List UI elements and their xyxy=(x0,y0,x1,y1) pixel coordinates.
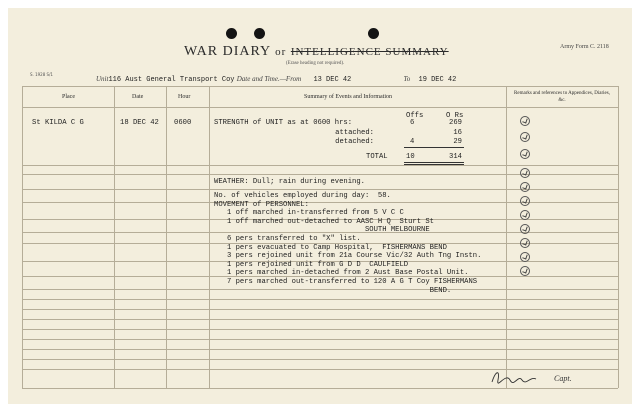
title-main: WAR DIARY xyxy=(184,44,271,59)
column-divider xyxy=(506,86,507,388)
entry-place: St KILDA C G xyxy=(32,119,84,127)
punch-hole xyxy=(226,28,237,39)
footer-left: AUSTRALIAN WAR MEMORIAL xyxy=(2,407,133,417)
column-divider xyxy=(618,86,619,388)
column-divider xyxy=(209,86,210,388)
punch-hole xyxy=(254,28,265,39)
header-bottom-rule xyxy=(22,107,618,108)
footer-right: AWM2021.62.727 xyxy=(564,407,636,417)
total-offs: 10 xyxy=(406,153,415,161)
check-mark-icon xyxy=(520,210,530,220)
col-header-hour: Hour xyxy=(178,94,191,100)
summary-line: WEATHER: Dull; rain during evening. xyxy=(214,178,365,186)
summary-line: 1 off marched out-detached to AASC H Q Sturt St xyxy=(214,217,434,226)
summary-line: 3 pers rejoined unit from 21a Course Vic/32 Auth Tng Instn. xyxy=(214,252,482,261)
summary-line: 1 pers evacuated to Camp Hospital, FISHERMANS BEND xyxy=(214,243,447,252)
form-title xyxy=(184,44,449,60)
strength-label: STRENGTH of UNIT as at 0600 hrs: xyxy=(214,119,353,127)
signature-rank: Capt. xyxy=(554,374,572,383)
strength-row-ors: 16 xyxy=(453,129,462,137)
summary-line: 1 pers marched in-detached from 2 Aust Base Postal Unit. xyxy=(214,269,469,278)
summary-line: 6 pers transferred to "X" list. xyxy=(214,235,361,243)
title-struck: INTELLIGENCE SUMMARY xyxy=(290,46,449,58)
unit-label: Unit xyxy=(96,75,109,83)
ors-header: O Rs xyxy=(446,112,464,120)
strength-row-ors: 269 xyxy=(449,119,462,127)
column-divider xyxy=(114,86,115,388)
date-to: 19 DEC 42 xyxy=(418,76,457,84)
strength-row-offs: 6 xyxy=(410,119,415,127)
summary-line: 1 pers rejoined unit from G D D CAULFIELD xyxy=(214,260,409,269)
total-underline xyxy=(404,164,464,165)
summary-line: MOVEMENT of PERSONNEL: xyxy=(214,200,309,209)
check-mark-icon xyxy=(520,238,530,248)
ruled-line xyxy=(22,388,618,389)
column-divider xyxy=(22,86,23,388)
col-header-remarks: Remarks and references to Appendices, Diaries, &c. xyxy=(514,91,610,103)
check-mark-icon xyxy=(520,266,530,276)
strength-row-label: detached: xyxy=(335,138,374,146)
ruled-line xyxy=(22,349,618,350)
check-mark-icon xyxy=(520,149,530,159)
summary-line: 1 off marched in-transferred from 5 V C C xyxy=(214,209,404,218)
check-mark-icon xyxy=(520,224,530,234)
diary-sheet xyxy=(8,8,632,404)
ruled-line xyxy=(22,319,618,320)
signature-scribble xyxy=(488,368,548,388)
ruled-line xyxy=(22,329,618,330)
ruled-line xyxy=(22,165,618,166)
to-label: To xyxy=(403,75,411,83)
offs-header: Offs xyxy=(406,112,424,120)
small-code: S. 1928 S/1 xyxy=(30,72,53,77)
total-label: TOTAL xyxy=(366,153,388,161)
strength-row-offs: 4 xyxy=(410,138,415,146)
ruled-line xyxy=(22,299,618,300)
check-mark-icon xyxy=(520,116,530,126)
column-divider xyxy=(166,86,167,388)
total-ors: 314 xyxy=(449,153,462,161)
ruled-line xyxy=(22,309,618,310)
check-mark-icon xyxy=(520,182,530,192)
strength-row-ors: 29 xyxy=(453,138,462,146)
title-or: or xyxy=(275,46,287,58)
check-mark-icon xyxy=(520,168,530,178)
col-header-date: Date xyxy=(132,94,144,100)
entry-date: 18 DEC 42 xyxy=(120,119,159,127)
total-underline xyxy=(404,162,464,163)
date-from: 13 DEC 42 xyxy=(313,76,352,84)
unit-row xyxy=(96,75,456,84)
table-top-rule xyxy=(22,86,618,87)
unit-value: 116 Aust General Transport Coy xyxy=(108,76,235,84)
check-mark-icon xyxy=(520,252,530,262)
summary-line: BEND. xyxy=(214,286,452,295)
check-mark-icon xyxy=(520,132,530,142)
total-rule xyxy=(404,147,464,148)
summary-line: SOUTH MELBOURNE xyxy=(214,226,430,235)
entry-hour: 0600 xyxy=(174,119,192,127)
strength-row-label: attached: xyxy=(335,129,374,137)
summary-line: 7 pers marched out-transferred to 120 A G T Coy FISHERMANS xyxy=(214,278,478,286)
date-label: Date and Time.—From xyxy=(236,75,302,83)
col-header-summary: Summary of Events and Information xyxy=(304,94,392,100)
ruled-line xyxy=(22,339,618,340)
punch-hole xyxy=(368,28,379,39)
erase-note: (Erase heading not required). xyxy=(286,61,345,66)
army-form: Army Form C. 2118 xyxy=(560,44,609,50)
summary-line: No. of vehicles employed during day: 58. xyxy=(214,192,391,200)
col-header-place: Place xyxy=(62,94,75,100)
ruled-line xyxy=(22,359,618,360)
check-mark-icon xyxy=(520,196,530,206)
